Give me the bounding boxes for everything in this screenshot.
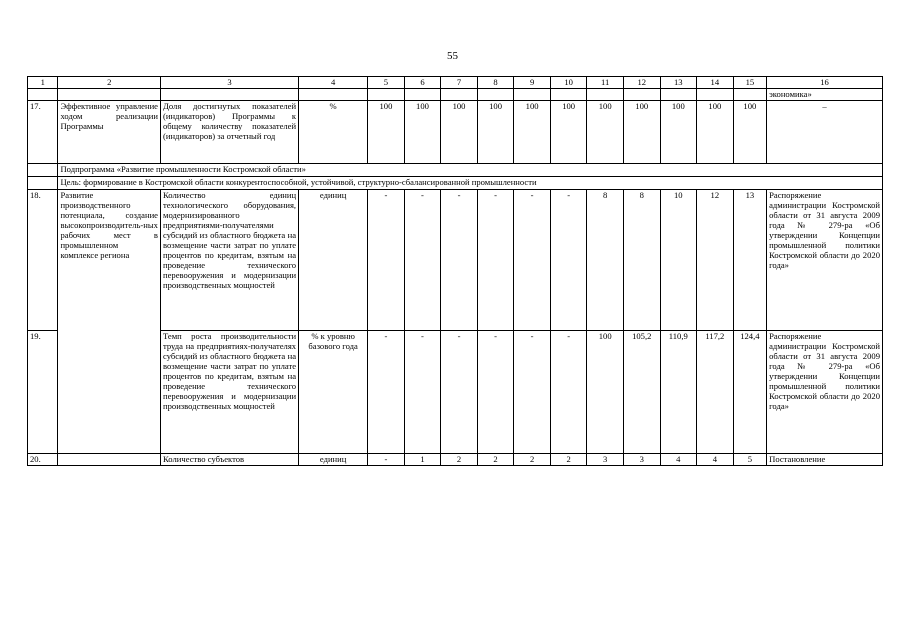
value-cell: 12 [697,190,734,331]
row-number: 20. [28,454,58,466]
unit: единиц [299,190,368,331]
goal-text: Цель: формирование в Костромской области конкурентоспособной, устойчивой, структурно-сбалансированной промышленности [58,177,883,190]
continuation-text: экономика» [767,89,883,101]
value-cell: 110,9 [660,331,697,454]
value-cell: 105,2 [623,331,660,454]
value-cell: 1 [404,454,441,466]
value-cell: - [514,190,551,331]
value-cell: - [404,331,441,454]
value-cell: 100 [587,331,624,454]
value-cell: 100 [514,101,551,164]
subprogram-title: Подпрограмма «Развитие промышленности Костромской области» [58,164,883,177]
header-cell: 13 [660,77,697,89]
value-cell: 8 [587,190,624,331]
row-number: 19. [28,331,58,454]
value-cell: 100 [477,101,514,164]
value-cell: 100 [550,101,587,164]
value-cell: 2 [550,454,587,466]
value-cell: 2 [441,454,478,466]
indicator-name: Количество субъектов [161,454,299,466]
value-cell: 2 [514,454,551,466]
header-cell: 16 [767,77,883,89]
table-row [28,454,883,466]
unit: % к уровню базового года [299,331,368,454]
value-cell: - [550,190,587,331]
indicator-name: Доля достигнутых показателей (индикаторов) Программы к общему количеству показателей (индикаторов) за отчетный год [161,101,299,164]
note-cell: Распоряжение администрации Костромской области от 31 августа 2009 года № 279-ра «Об утверждении Концепции промышленной политики Костромской области до 2020 года» [767,331,883,454]
value-cell: 2 [477,454,514,466]
value-cell: 100 [660,101,697,164]
value-cell: 100 [733,101,767,164]
header-cell: 14 [697,77,734,89]
subprogram-row [28,164,883,177]
value-cell: 100 [623,101,660,164]
value-cell: - [368,331,405,454]
value-cell: 3 [587,454,624,466]
value-cell: 4 [660,454,697,466]
header-cell: 2 [58,77,161,89]
indicators-table [27,76,883,466]
row-number: 17. [28,101,58,164]
unit: единиц [299,454,368,466]
header-cell: 8 [477,77,514,89]
value-cell: 100 [441,101,478,164]
value-cell: 5 [733,454,767,466]
header-cell: 3 [161,77,299,89]
page-number: 55 [447,50,458,62]
header-cell: 5 [368,77,405,89]
value-cell: - [441,331,478,454]
unit: % [299,101,368,164]
header-cell: 15 [733,77,767,89]
indicator-name: Количество единиц технологического оборудования, модернизированного предприятиями-получателями субсидий из областного бюджета на возмещение части затрат по уплате процентов по кредитам, взятым на проведение технического перевооружения и модернизации производственных мощностей [161,190,299,331]
value-cell: 13 [733,190,767,331]
value-cell: - [477,331,514,454]
value-cell: 100 [587,101,624,164]
value-cell: 100 [697,101,734,164]
header-cell: 7 [441,77,478,89]
value-cell: 3 [623,454,660,466]
note-cell: Распоряжение администрации Костромской области от 31 августа 2009 года № 279-ра «Об утверждении Концепции промышленной политики Костромской области до 2020 года» [767,190,883,331]
indicator-name: Темп роста производительности труда на предприятиях-получателях субсидий из областного бюджета на возмещение части затрат по уплате процентов по кредитам, взятым на проведение технического перевооружения и модернизации производственных мощностей [161,331,299,454]
header-cell: 11 [587,77,624,89]
note-cell: Постановление [767,454,883,466]
header-cell: 12 [623,77,660,89]
value-cell: 124,4 [733,331,767,454]
table-row [28,190,883,331]
value-cell: 4 [697,454,734,466]
value-cell: 100 [368,101,405,164]
row-number: 18. [28,190,58,331]
value-cell: 100 [404,101,441,164]
table-row [28,101,883,164]
value-cell: 117,2 [697,331,734,454]
value-cell: - [441,190,478,331]
continuation-row [28,89,883,101]
task-name: Эффективное управление ходом реализации Программы [58,101,161,164]
value-cell: - [368,454,405,466]
value-cell: 8 [623,190,660,331]
header-cell: 4 [299,77,368,89]
value-cell: - [477,190,514,331]
header-row [28,77,883,89]
task-name: Развитие производственного потенциала, создание высокопроизводитель-ных рабочих мест в промышленном комплексе региона [58,190,161,454]
header-cell: 9 [514,77,551,89]
value-cell: - [404,190,441,331]
goal-row [28,177,883,190]
value-cell: - [550,331,587,454]
note-cell: – [767,101,883,164]
value-cell: 10 [660,190,697,331]
header-cell: 1 [28,77,58,89]
value-cell: - [368,190,405,331]
header-cell: 10 [550,77,587,89]
header-cell: 6 [404,77,441,89]
value-cell: - [514,331,551,454]
